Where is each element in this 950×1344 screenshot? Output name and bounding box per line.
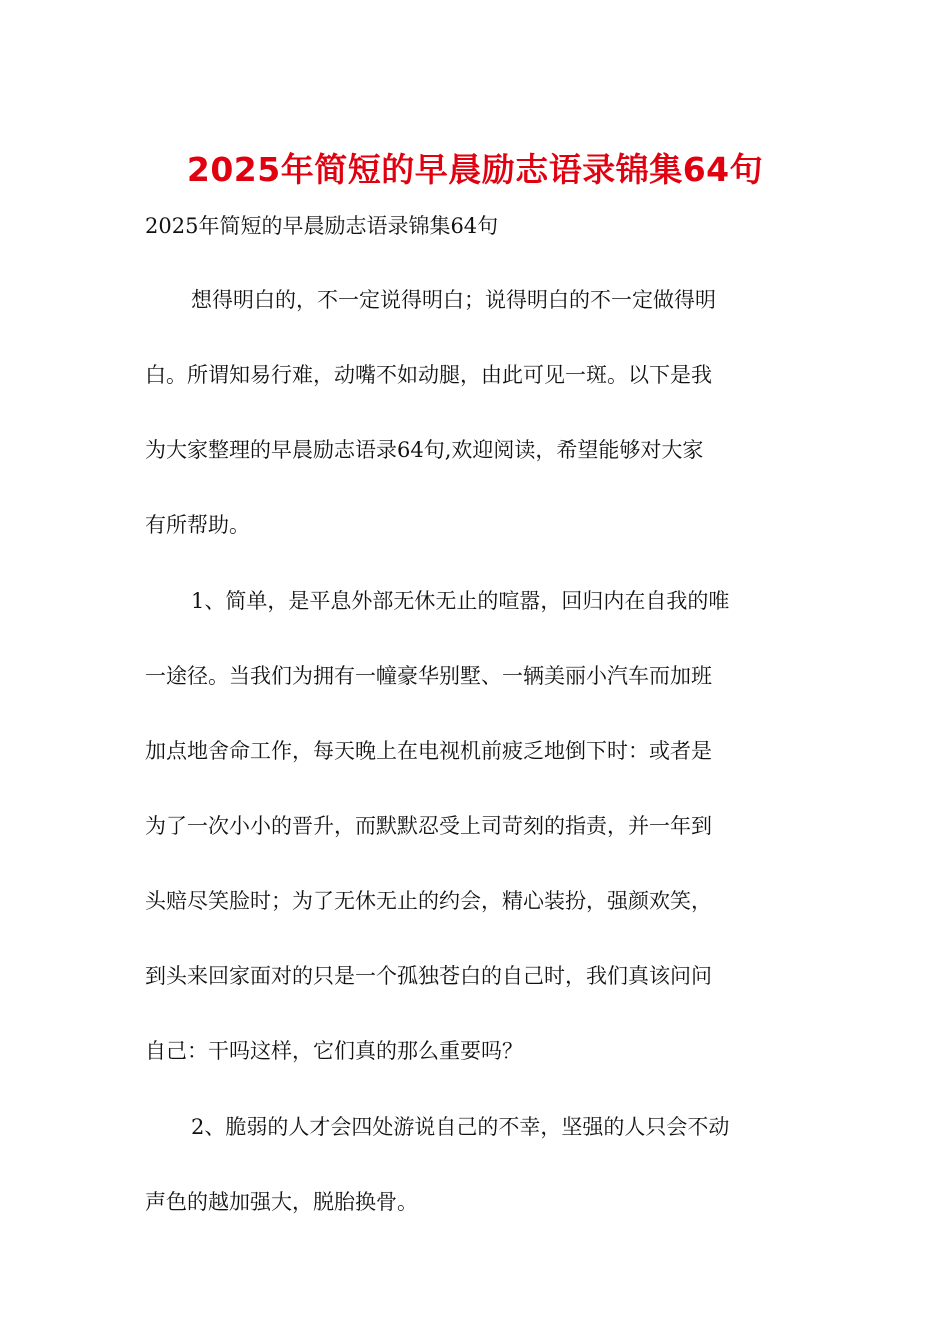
- paragraph-line: 加点地舍命工作，每天晚上在电视机前疲乏地倒下时：或者是: [145, 739, 712, 763]
- paragraph-line: 1、简单，是平息外部无休无止的喧嚣，回归内在自我的唯: [191, 589, 730, 613]
- paragraph-line: 想得明白的，不一定说得明白；说得明白的不一定做得明: [191, 288, 716, 312]
- paragraph-line: 一途径。当我们为拥有一幢豪华别墅、一辆美丽小汽车而加班: [145, 664, 712, 688]
- paragraph-line: 为大家整理的早晨励志语录64句,欢迎阅读，希望能够对大家: [145, 438, 704, 462]
- paragraph-line: 自己：干吗这样，它们真的那么重要吗？: [145, 1039, 523, 1063]
- quote-1-paragraph: [145, 564, 805, 1089]
- intro-paragraph: [145, 263, 805, 563]
- paragraph-line: 白。所谓知易行难，动嘴不如动腿，由此可见一斑。以下是我: [145, 363, 712, 387]
- paragraph-line: 2、脆弱的人才会四处游说自己的不幸，坚强的人只会不动: [191, 1115, 730, 1139]
- quote-2-paragraph: [145, 1090, 805, 1240]
- document-title: 2025年简短的早晨励志语录锦集64句: [186, 150, 764, 189]
- paragraph-line: 到头来回家面对的只是一个孤独苍白的自己时，我们真该问问: [145, 964, 712, 988]
- paragraph-line: 头赔尽笑脸时；为了无休无止的约会，精心装扮，强颜欢笑，: [145, 889, 712, 913]
- document-subtitle: 2025年简短的早晨励志语录锦集64句: [145, 214, 499, 238]
- paragraph-line: 有所帮助。: [145, 513, 250, 537]
- paragraph-line: 为了一次小小的晋升，而默默忍受上司苛刻的指责，并一年到: [145, 814, 712, 838]
- paragraph-line: 声色的越加强大，脱胎换骨。: [145, 1190, 418, 1214]
